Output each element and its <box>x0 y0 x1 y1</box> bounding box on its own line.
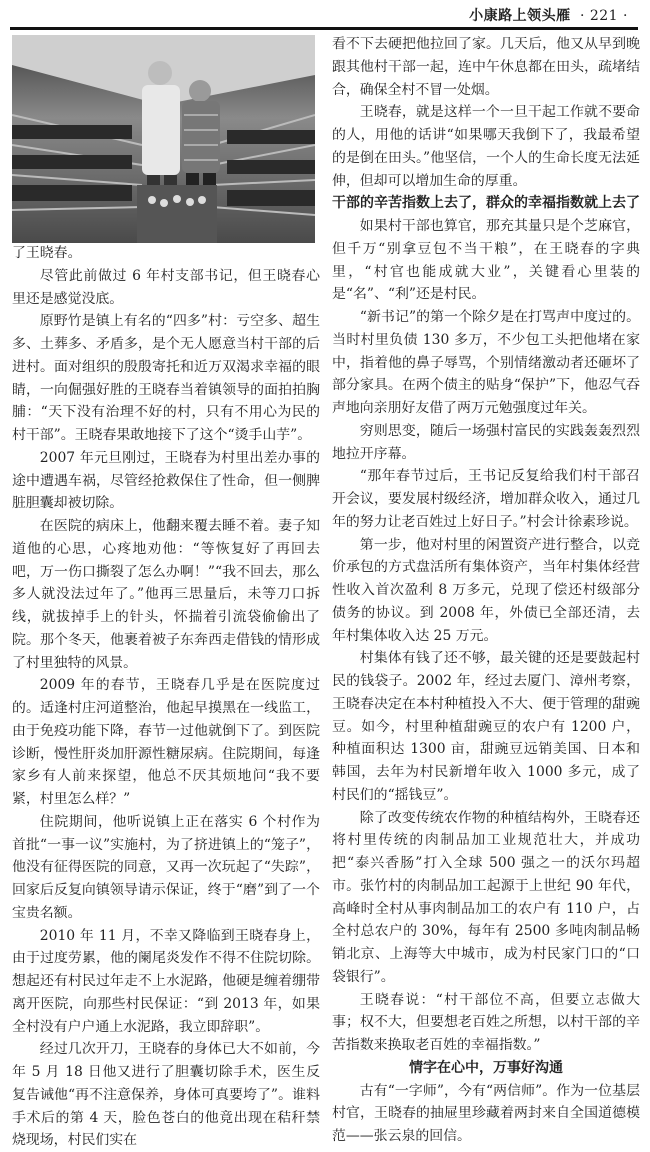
paragraph: 原野竹是镇上有名的“四多”村：亏空多、超生多、土葬多、矛盾多，是个无人愿意当村干部的后进村。面对组织的殷殷寄托和近万双渴求幸福的眼睛，一向倔强好胜的王晓春当着镇领导的面拍拍胸脯：“天下没有治理不好的村，只有不用心为民的村干部”。王晓春果敢地接下了这个“烫手山芋”。 <box>12 313 320 443</box>
paragraph: “新书记”的第一个除夕是在打骂声中度过的。当时村里负债 130 多万，不少包工头把他堵在家中，指着他的鼻子辱骂，个别情绪激动者还砸坏了部分家具。在两个债主的贴身“保护”下，他忍气吞声地向亲朋好友借了两万元勉强度过年关。 <box>332 309 640 416</box>
page-number: · 221 · <box>579 8 628 24</box>
paragraph: 王晓春说：“村干部位不高，但要立志做大事；权不大，但要想老百姓之所想，以村干部的辛苦指数来换取老百姓的幸福指数。” <box>332 991 640 1053</box>
paragraph: 住院期间，他听说镇上正在落实 6 个村作为首批“一事一议”实施村，为了挤进镇上的“笼子”，他没有征得医院的同意，又再一次玩起了“失踪”，回家后反复向镇领导请示保证，终于“磨”到了一个宝贵名额。 <box>12 813 320 921</box>
paragraph: 经过几次开刀，王晓春的身体已大不如前，今年 5 月 18 日他又进行了胆囊切除手术，医生反复告诫他“再不注意保养，身体可真要垮了”。谁料手术后的第 4 天，脸色苍白的他竟出现在秸秆禁烧现场，村民们实在 <box>12 1041 320 1149</box>
paragraph: “那年春节过后，王书记反复给我们村干部召开会议，要发展村级经济，增加群众收入，通过几年的努力让老百姓过上好日子。”村会计徐素珍说。 <box>332 468 640 530</box>
left-column <box>12 242 320 1152</box>
photo-two-men-in-poultry-farm-icon <box>12 35 315 243</box>
paragraph: 看不下去硬把他拉回了家。几天后，他又从早到晚跟其他村干部一起，连中午休息都在田头，疏堵结合，确保全村不冒一处烟。 <box>332 36 640 98</box>
running-header <box>469 5 628 25</box>
book-title: 小康路上领头雁 <box>469 8 571 24</box>
paragraph: 尽管此前做过 6 年村支部书记，但王晓春心里还是感觉没底。 <box>12 267 320 307</box>
photo <box>12 35 315 243</box>
header-rule <box>10 27 638 30</box>
paragraph: 除了改变传统农作物的种植结构外，王晓春还将村里传统的肉制品加工业规范壮大，并成功把“泰兴香肠”打入全球 500 强之一的沃尔玛超市。张竹村的肉制品加工起源于上世纪 90 年代，高峰时全村从事肉制品加工的农户有 110 户，占全村总农户的 30%，每年有 2500 多吨肉制品畅销北京、上海等大中城市，成为村民家门口的“口袋银行”。 <box>332 809 640 985</box>
paragraph: 2009 年的春节，王晓春几乎是在医院度过的。适逢村庄河道整治，他起早摸黑在一线监工，由于免疫功能下降，春节一过他就倒下了。到医院诊断，慢性肝炎加肝源性糖尿病。住院期间，每逢家乡有人前来探望，他总不厌其烦地问“我不要紧，村里怎么样？” <box>12 677 320 807</box>
section-heading: 干部的辛苦指数上去了，群众的幸福指数就上去了 <box>332 195 640 212</box>
paragraph: 在医院的病床上，他翻来覆去睡不着。妻子知道他的心思，心疼地劝他：“等恢复好了再回去吧，万一伤口撕裂了怎么办啊！”“我不回去，那么多人就没法过年了。”他再三思量后，未等刀口拆线，就拔掉手上的针头，怀揣着引流袋偷偷出了院。那个冬天，他裹着被子东奔西走借钱的情形成了村里独特的风景。 <box>12 518 320 671</box>
paragraph: 2010 年 11 月，不幸又降临到王晓春身上，由于过度劳累，他的阑尾炎发作不得不住院切除。想起还有村民过年走不上水泥路，他硬是缠着绷带离开医院，向那些村民保证：“到 2013 年，如果全村没有户户通上水泥路，我立即辞职”。 <box>12 927 320 1035</box>
paragraph: 2007 年元旦刚过，王晓春为村里出差办事的途中遭遇车祸，尽管经抢救保住了性命，但一侧脾脏胆囊却被切除。 <box>12 449 320 512</box>
paragraph: 第一步，他对村里的闲置资产进行整合，以竞价承包的方式盘活所有集体资产，当年村集体经营性收入首次盈利 8 万多元，兑现了偿还村级部分债务的协议。到 2008 年，外债已全部还清，去年村集体收入达 25 万元。 <box>332 536 640 644</box>
paragraph: 王晓春，就是这样一个一旦干起工作就不要命的人，用他的话讲“如果哪天我倒下了，我最希望的是倒在田头。”他坚信，一个人的生命长度无法延伸，但却可以增加生命的厚重。 <box>332 104 640 189</box>
right-column <box>332 33 640 1148</box>
paragraph: 村集体有钱了还不够，最关键的还是要鼓起村民的钱袋子。2002 年，经过去厦门、漳州考察，王晓春决定在本村种植投入不大、便于管理的甜豌豆。如今，村里种植甜豌豆的农户有 1200 户，种植面积达 1300 亩，甜豌豆远销美国、日本和韩国，去年为村民新增年收入 1000 多元，成了村民们的“摇钱豆”。 <box>332 650 640 803</box>
paragraph: 古有“一字师”，今有“两信师”。作为一位基层村官，王晓春的抽屉里珍藏着两封来自全国道德模范——张云泉的回信。 <box>332 1082 640 1144</box>
paragraph: 了王晓春。 <box>12 245 82 261</box>
section-heading: 情字在心中，万事好沟通 <box>409 1059 563 1076</box>
paragraph: 穷则思变，随后一场强村富民的实践轰轰烈烈地拉开序幕。 <box>332 422 640 462</box>
paragraph: 如果村干部也算官，那充其量只是个芝麻官，但千万“别拿豆包不当干粮”，在王晓春的字典里，“村官也能成就大业”，关键看心里装的是“名”、“利”还是村民。 <box>332 218 640 303</box>
